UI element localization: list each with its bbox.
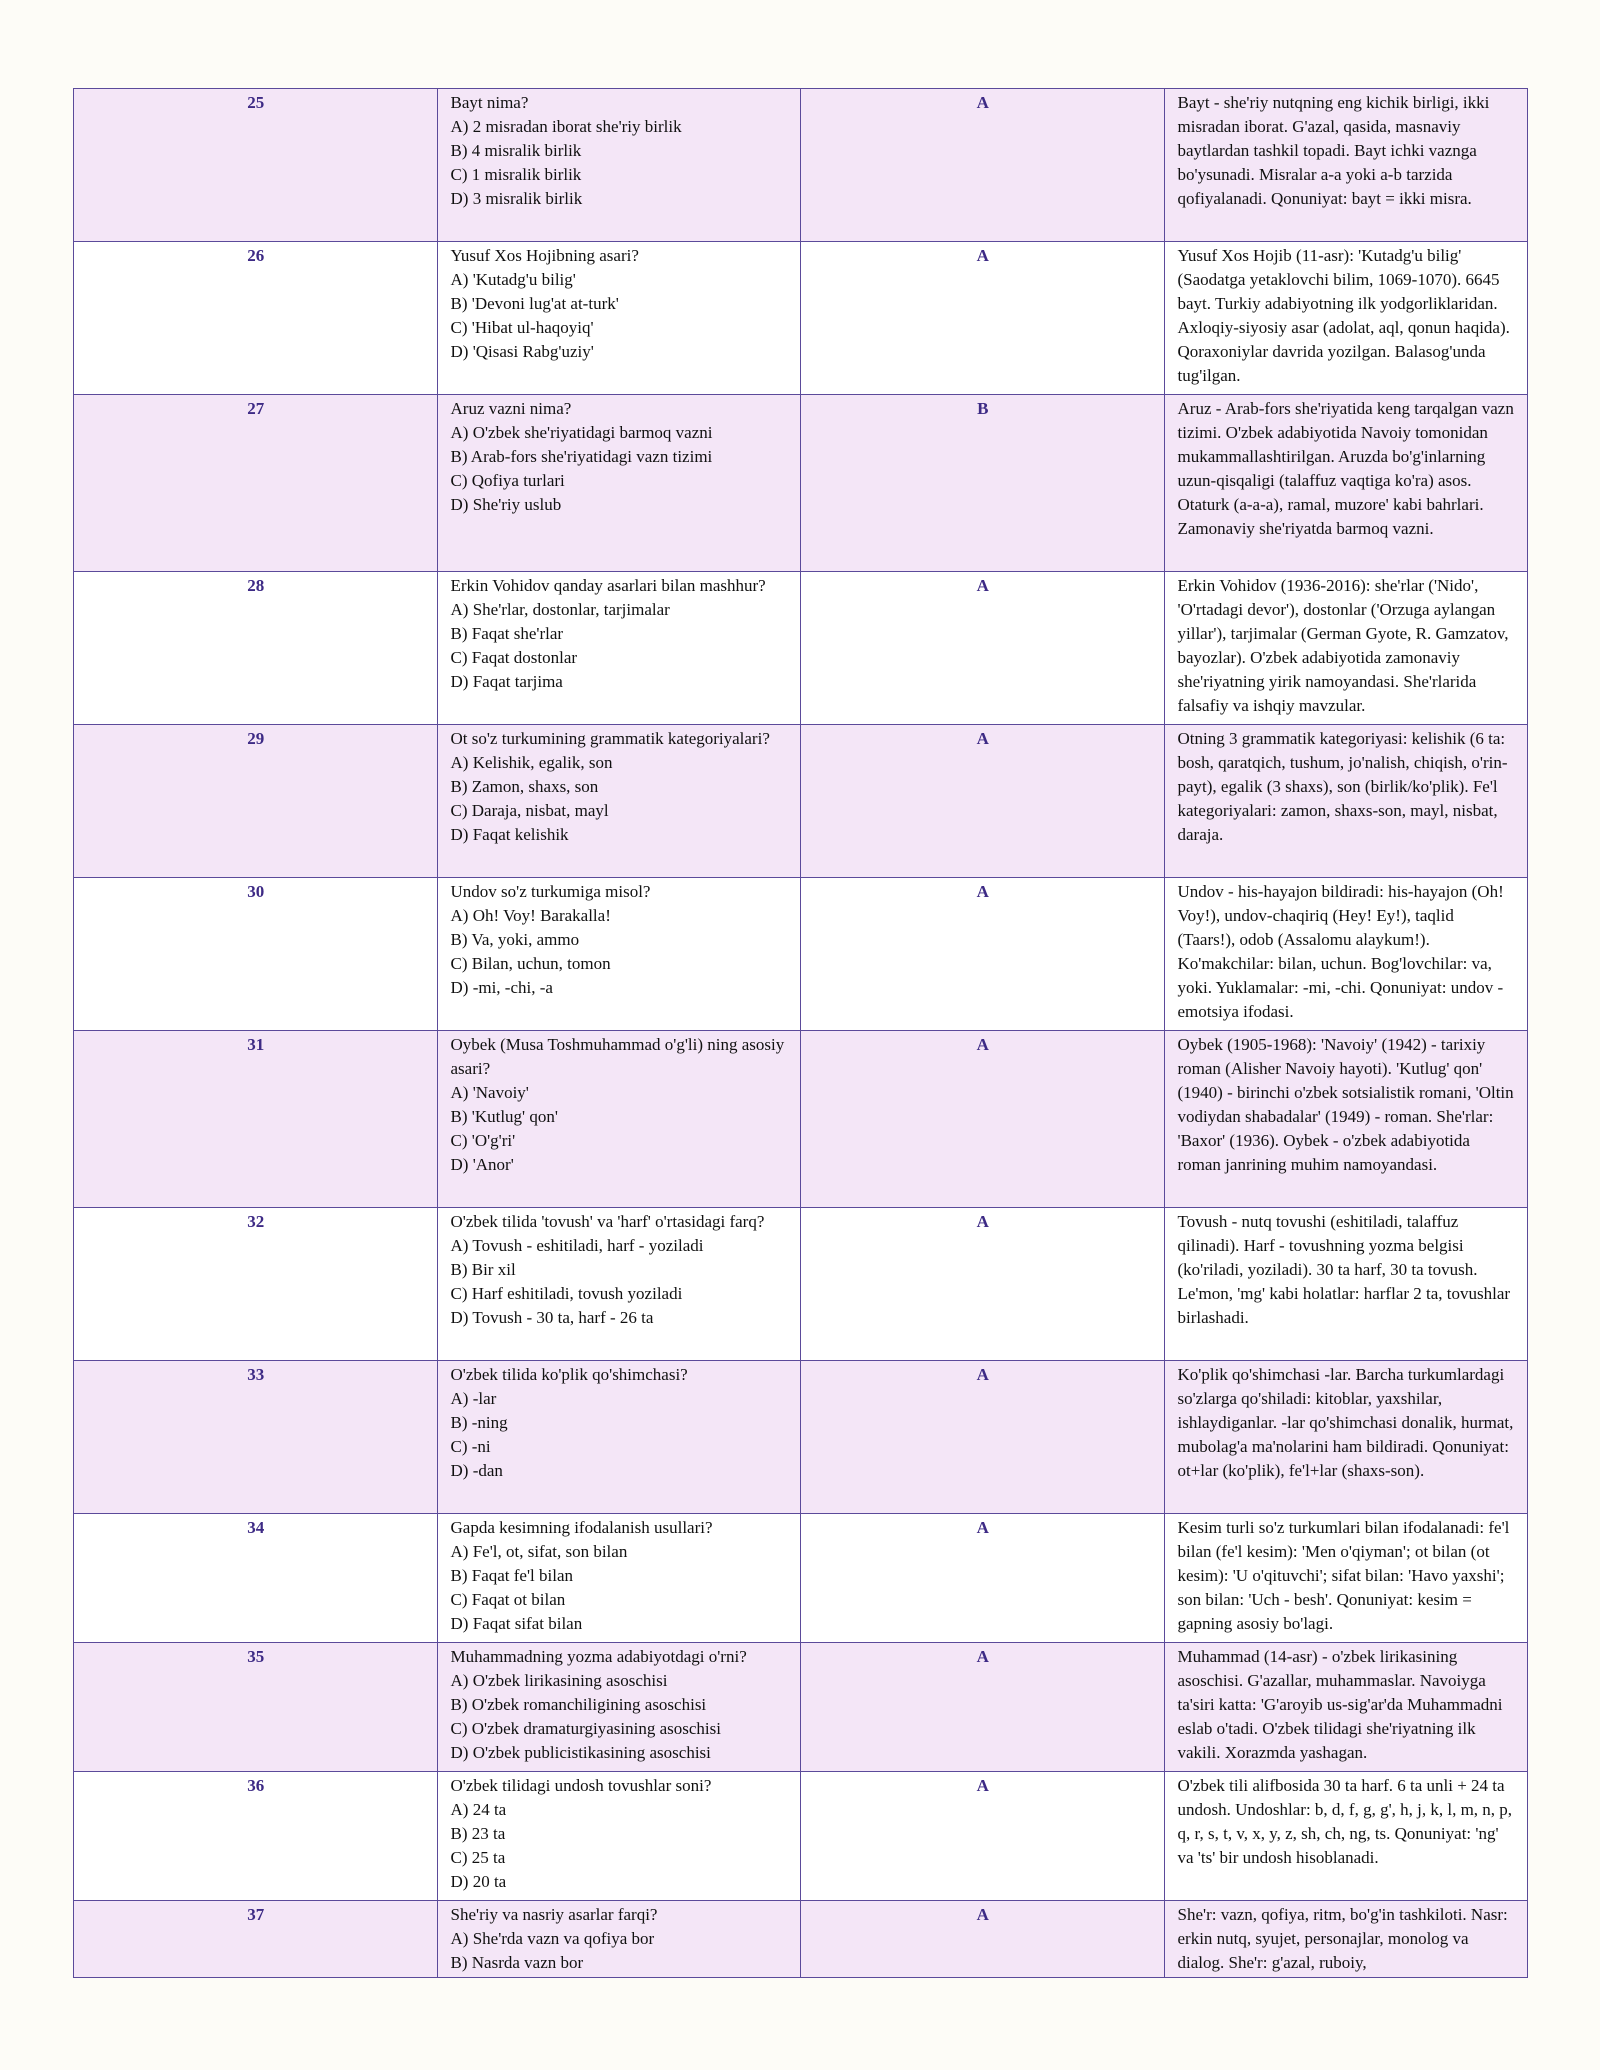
- question-text: O'zbek tilida 'tovush' va 'harf' o'rtasidagi farq?: [450, 1212, 765, 1231]
- question-number: 27: [74, 395, 438, 572]
- answer-option: B) Faqat she'rlar: [450, 624, 564, 643]
- answer-option: C) Qofiya turlari: [450, 471, 565, 490]
- answer-option: A) Oh! Voy! Barakalla!: [450, 906, 611, 925]
- table-row: [74, 1031, 1528, 1208]
- answer-option: C) 25 ta: [450, 1848, 506, 1867]
- question-cell: [437, 1514, 801, 1643]
- table-row: [74, 878, 1528, 1031]
- answer-option: B) Bir xil: [450, 1260, 516, 1279]
- question-number: 30: [74, 878, 438, 1031]
- answer-option: C) 'Hibat ul-haqoyiq': [450, 318, 594, 337]
- correct-answer: A: [801, 1208, 1165, 1361]
- explanation: Bayt - she'riy nutqning eng kichik birligi, ikki misradan iborat. G'azal, qasida, masnaviy baytlardan tashkil topadi. Bayt ichki vaznga bo'ysunadi. Misralar a-a yoki a-b tarzida qofiyalanadi. Qonuniyat: bayt = ikki misra.: [1164, 89, 1528, 242]
- question-text: Ot so'z turkumining grammatik kategoriyalari?: [450, 729, 770, 748]
- question-number: 28: [74, 572, 438, 725]
- answer-option: D) -mi, -chi, -a: [450, 978, 553, 997]
- question-number: 25: [74, 89, 438, 242]
- question-number: 33: [74, 1361, 438, 1514]
- correct-answer: A: [801, 572, 1165, 725]
- correct-answer: A: [801, 1643, 1165, 1772]
- question-text: Undov so'z turkumiga misol?: [450, 882, 651, 901]
- answer-option: D) Tovush - 30 ta, harf - 26 ta: [450, 1308, 654, 1327]
- answer-option: D) O'zbek publicistikasining asoschisi: [450, 1743, 711, 1762]
- question-cell: [437, 242, 801, 395]
- answer-option: A) O'zbek she'riyatidagi barmoq vazni: [450, 423, 713, 442]
- answer-option: C) Faqat dostonlar: [450, 648, 578, 667]
- correct-answer: A: [801, 242, 1165, 395]
- answer-option: A) 'Kutadg'u bilig': [450, 270, 576, 289]
- questions-table-body: [74, 89, 1528, 1978]
- explanation: Aruz - Arab-fors she'riyatida keng tarqalgan vazn tizimi. O'zbek adabiyotida Navoiy tomonidan mukammallashtirilgan. Aruzda bo'g'inlarning uzun-qisqaligi (talaffuz vaqtiga ko'ra) asos. Otaturk (a-a-a), ramal, muzore' kabi bahrlari. Zamonaviy she'riyatda barmoq vazni.: [1164, 395, 1528, 572]
- table-row: [74, 1514, 1528, 1643]
- questions-table: [73, 88, 1528, 1978]
- answer-option: A) -lar: [450, 1389, 497, 1408]
- question-text: Bayt nima?: [450, 93, 529, 112]
- question-cell: [437, 1772, 801, 1901]
- question-cell: [437, 572, 801, 725]
- answer-option: A) She'rda vazn va qofiya bor: [450, 1929, 655, 1948]
- answer-option: A) 'Navoiy': [450, 1083, 529, 1102]
- correct-answer: A: [801, 1361, 1165, 1514]
- answer-option: B) Arab-fors she'riyatidagi vazn tizimi: [450, 447, 713, 466]
- question-text: She'riy va nasriy asarlar farqi?: [450, 1905, 658, 1924]
- table-row: [74, 242, 1528, 395]
- question-cell: [437, 1208, 801, 1361]
- table-row: [74, 1361, 1528, 1514]
- correct-answer: A: [801, 1901, 1165, 1978]
- correct-answer: A: [801, 878, 1165, 1031]
- correct-answer: A: [801, 725, 1165, 878]
- explanation: Oybek (1905-1968): 'Navoiy' (1942) - tarixiy roman (Alisher Navoiy hayoti). 'Kutlug' qon' (1940) - birinchi o'zbek sotsialistik romani, 'Oltin vodiydan shabadalar' (1949) - roman. She'rlar: 'Baxor' (1936). Oybek - o'zbek adabiyotida roman janrining muhim namoyandasi.: [1164, 1031, 1528, 1208]
- question-number: 36: [74, 1772, 438, 1901]
- answer-option: B) O'zbek romanchiligining asoschisi: [450, 1695, 707, 1714]
- question-cell: [437, 1901, 801, 1978]
- answer-option: A) Tovush - eshitiladi, harf - yoziladi: [450, 1236, 704, 1255]
- question-text: Aruz vazni nima?: [450, 399, 572, 418]
- answer-option: D) She'riy uslub: [450, 495, 562, 514]
- answer-option: B) Zamon, shaxs, son: [450, 777, 599, 796]
- answer-option: D) 'Anor': [450, 1155, 514, 1174]
- answer-option: C) O'zbek dramaturgiyasining asoschisi: [450, 1719, 721, 1738]
- answer-option: C) -ni: [450, 1437, 491, 1456]
- answer-option: C) Bilan, uchun, tomon: [450, 954, 611, 973]
- answer-option: D) Faqat tarjima: [450, 672, 563, 691]
- explanation: Yusuf Xos Hojib (11-asr): 'Kutadg'u bilig' (Saodatga yetaklovchi bilim, 1069-1070). 6645 bayt. Turkiy adabiyotning ilk yodgorliklaridan. Axloqiy-siyosiy asar (adolat, aql, qonun haqida). Qoraxoniylar davrida yozilgan. Balasog'unda tug'ilgan.: [1164, 242, 1528, 395]
- question-text: Yusuf Xos Hojibning asari?: [450, 246, 639, 265]
- answer-option: A) Fe'l, ot, sifat, son bilan: [450, 1542, 628, 1561]
- answer-option: D) 20 ta: [450, 1872, 507, 1891]
- answer-option: B) 4 misralik birlik: [450, 141, 582, 160]
- question-text: Gapda kesimning ifodalanish usullari?: [450, 1518, 713, 1537]
- question-text: Oybek (Musa Toshmuhammad o'g'li) ning asosiy asari?: [450, 1035, 785, 1078]
- question-cell: [437, 1643, 801, 1772]
- question-cell: [437, 1031, 801, 1208]
- explanation: Tovush - nutq tovushi (eshitiladi, talaffuz qilinadi). Harf - tovushning yozma belgisi (ko'riladi, yoziladi). 30 ta harf, 30 ta tovush. Le'mon, 'mg' kabi holatlar: harflar 2 ta, tovushlar birlashadi.: [1164, 1208, 1528, 1361]
- answer-option: C) 'O'g'ri': [450, 1131, 516, 1150]
- answer-option: A) Kelishik, egalik, son: [450, 753, 613, 772]
- correct-answer: A: [801, 89, 1165, 242]
- table-row: [74, 572, 1528, 725]
- question-cell: [437, 89, 801, 242]
- question-text: Erkin Vohidov qanday asarlari bilan mashhur?: [450, 576, 766, 595]
- table-row: [74, 725, 1528, 878]
- correct-answer: A: [801, 1031, 1165, 1208]
- question-number: 31: [74, 1031, 438, 1208]
- correct-answer: A: [801, 1772, 1165, 1901]
- answer-option: C) Harf eshitiladi, tovush yoziladi: [450, 1284, 683, 1303]
- table-row: [74, 89, 1528, 242]
- answer-option: D) -dan: [450, 1461, 503, 1480]
- table-row: [74, 395, 1528, 572]
- question-number: 34: [74, 1514, 438, 1643]
- question-cell: [437, 1361, 801, 1514]
- question-number: 37: [74, 1901, 438, 1978]
- explanation: Muhammad (14-asr) - o'zbek lirikasining asoschisi. G'azallar, muhammaslar. Navoiyga ta'siri katta: 'G'aroyib us-sig'ar'da Muhammadni eslab o'tadi. O'zbek tilidagi she'riyatning ilk vakili. Xorazmda yashagan.: [1164, 1643, 1528, 1772]
- answer-option: B) 'Devoni lug'at at-turk': [450, 294, 619, 313]
- explanation: Kesim turli so'z turkumlari bilan ifodalanadi: fe'l bilan (fe'l kesim): 'Men o'qiyman'; ot bilan (ot kesim): 'U o'qituvchi'; sifat bilan: 'Havo yaxshi'; son bilan: 'Uch - besh'. Qonuniyat: kesim = gapning asosiy bo'lagi.: [1164, 1514, 1528, 1643]
- question-text: O'zbek tilidagi undosh tovushlar soni?: [450, 1776, 712, 1795]
- correct-answer: B: [801, 395, 1165, 572]
- question-text: Muhammadning yozma adabiyotdagi o'rni?: [450, 1647, 747, 1666]
- answer-option: A) 24 ta: [450, 1800, 507, 1819]
- explanation: Ko'plik qo'shimchasi -lar. Barcha turkumlardagi so'zlarga qo'shiladi: kitoblar, yaxshilar, ishlaydiganlar. -lar qo'shimchasi donalik, hurmat, mubolag'a ma'nolarini ham bildiradi. Qonuniyat: ot+lar (ko'plik), fe'l+lar (shaxs-son).: [1164, 1361, 1528, 1514]
- question-number: 35: [74, 1643, 438, 1772]
- question-cell: [437, 725, 801, 878]
- answer-option: B) Va, yoki, ammo: [450, 930, 580, 949]
- table-row: [74, 1772, 1528, 1901]
- explanation: Otning 3 grammatik kategoriyasi: kelishik (6 ta: bosh, qaratqich, tushum, jo'nalish, chiqish, o'rin-payt), egalik (3 shaxs), son (birlik/ko'plik). Fe'l kategoriyalari: zamon, shaxs-son, mayl, nisbat, daraja.: [1164, 725, 1528, 878]
- answer-option: D) Faqat sifat bilan: [450, 1614, 583, 1633]
- answer-option: D) 3 misralik birlik: [450, 189, 583, 208]
- answer-option: A) She'rlar, dostonlar, tarjimalar: [450, 600, 670, 619]
- correct-answer: A: [801, 1514, 1165, 1643]
- answer-option: D) Faqat kelishik: [450, 825, 569, 844]
- explanation: Undov - his-hayajon bildiradi: his-hayajon (Oh! Voy!), undov-chaqiriq (Hey! Ey!), taqlid (Taars!), odob (Assalomu alaykum!). Ko'makchilar: bilan, uchun. Bog'lovchilar: va, yoki. Yuklamalar: -mi, -chi. Qonuniyat: undov - emotsiya ifodasi.: [1164, 878, 1528, 1031]
- answer-option: A) 2 misradan iborat she'riy birlik: [450, 117, 682, 136]
- table-row: [74, 1208, 1528, 1361]
- answer-option: C) 1 misralik birlik: [450, 165, 582, 184]
- explanation: O'zbek tili alifbosida 30 ta harf. 6 ta unli + 24 ta undosh. Undoshlar: b, d, f, g, g', h, j, k, l, m, n, p, q, r, s, t, v, x, y, z, sh, ch, ng, ts. Qonuniyat: 'ng' va 'ts' bir undosh hisoblanadi.: [1164, 1772, 1528, 1901]
- question-text: O'zbek tilida ko'plik qo'shimchasi?: [450, 1365, 688, 1384]
- answer-option: B) -ning: [450, 1413, 508, 1432]
- question-cell: [437, 878, 801, 1031]
- answer-option: B) Nasrda vazn bor: [450, 1953, 584, 1972]
- question-number: 26: [74, 242, 438, 395]
- answer-option: C) Faqat ot bilan: [450, 1590, 566, 1609]
- question-number: 32: [74, 1208, 438, 1361]
- answer-option: A) O'zbek lirikasining asoschisi: [450, 1671, 668, 1690]
- answer-option: B) 23 ta: [450, 1824, 506, 1843]
- answer-option: B) 'Kutlug' qon': [450, 1107, 558, 1126]
- answer-option: C) Daraja, nisbat, mayl: [450, 801, 609, 820]
- table-row: [74, 1901, 1528, 1978]
- explanation: She'r: vazn, qofiya, ritm, bo'g'in tashkiloti. Nasr: erkin nutq, syujet, personajlar, monolog va dialog. She'r: g'azal, ruboiy,: [1164, 1901, 1528, 1978]
- table-row: [74, 1643, 1528, 1772]
- question-cell: [437, 395, 801, 572]
- question-number: 29: [74, 725, 438, 878]
- answer-option: B) Faqat fe'l bilan: [450, 1566, 574, 1585]
- explanation: Erkin Vohidov (1936-2016): she'rlar ('Nido', 'O'rtadagi devor'), dostonlar ('Orzuga aylangan yillar'), tarjimalar (German Gyote, R. Gamzatov, bayozlar). O'zbek adabiyotida zamonaviy she'riyatning yirik namoyandasi. She'rlarida falsafiy va ishqiy mavzular.: [1164, 572, 1528, 725]
- answer-option: D) 'Qisasi Rabg'uziy': [450, 342, 594, 361]
